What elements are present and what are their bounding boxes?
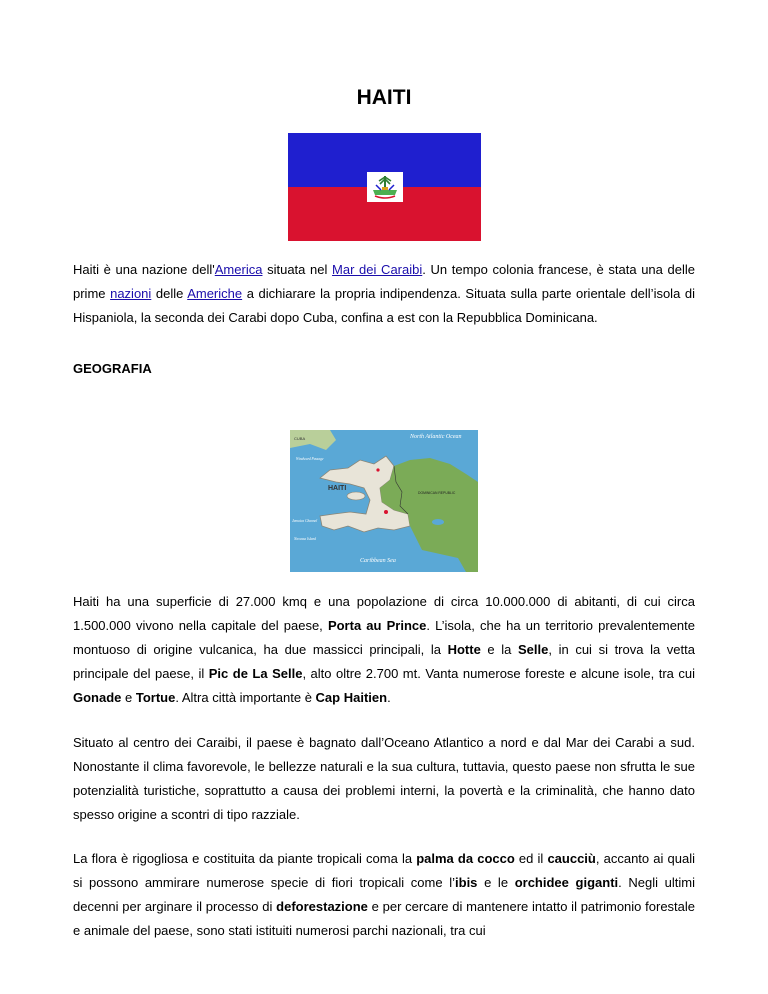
bold-term: Porta au Prince xyxy=(327,618,427,633)
haiti-map-image xyxy=(290,430,478,572)
body-text: e le xyxy=(477,875,515,890)
map-label-navassa: Navassa Island xyxy=(294,537,317,541)
intro-text: Haiti è una nazione dell' xyxy=(73,262,215,277)
body-text: ed il xyxy=(514,851,548,866)
bold-term: Gonade xyxy=(73,690,122,705)
bold-term: palma da cocco xyxy=(416,851,515,866)
body-text: . Negli ultimi decenni per arginare il processo di xyxy=(73,875,695,914)
link-nazioni[interactable]: nazioni xyxy=(110,286,152,301)
link-americhe[interactable]: Americhe xyxy=(187,286,243,301)
page-title: HAITI xyxy=(356,86,412,109)
body-text: , alto oltre 2.700 mt. Vanta numerose foreste e alcune isole, tra cui xyxy=(302,666,696,681)
body-text: La flora è rigogliosa e costituita da piante tropicali coma la xyxy=(73,851,417,866)
body-text: Haiti ha una superficie di 27.000 kmq e una popolazione di circa 10.000.000 di abitanti, di cui circa 1.500.000 vivono nella capitale del paese, xyxy=(73,594,695,633)
section-heading-geografia: GEOGRAFIA xyxy=(73,361,152,376)
body-text: . xyxy=(387,690,391,705)
intro-paragraph xyxy=(73,258,695,330)
link-america[interactable]: America xyxy=(214,262,263,277)
map-label-cuba: CUBA xyxy=(294,436,306,441)
link-mar-dei-caraibi[interactable]: Mar dei Caraibi xyxy=(332,262,423,277)
body-text: , in cui si trova la vetta principale del paese, il xyxy=(73,642,695,681)
geography-paragraph xyxy=(73,590,695,710)
intro-text: a dichiarare la propria indipendenza. Situata sulla parte orientale dell’isola di Hispaniola, la seconda dei Carabi dopo Cuba, confina a est con la Repubblica Dominicana. xyxy=(73,286,695,325)
map-label-sea: Caribbean Sea xyxy=(360,558,396,564)
bold-term: orchidee giganti xyxy=(514,875,619,890)
map-label-ocean: North Atlantic Ocean xyxy=(410,434,462,440)
bold-term: Pic de La Selle xyxy=(208,666,303,681)
map-label-windward: Windward Passage xyxy=(296,457,324,461)
flora-paragraph xyxy=(73,847,695,943)
coat-of-arms-icon xyxy=(367,172,403,202)
body-text: . L’isola, che ha un territorio prevalentemente montuoso di origine vulcanica, ha due massicci principali, la xyxy=(73,618,695,657)
body-text: , accanto ai quali si possono ammirare numerose specie di fiori tropicali come l’ xyxy=(73,851,695,890)
haiti-flag-image xyxy=(288,133,481,241)
map-label-dr: DOMINICAN REPUBLIC xyxy=(418,491,456,495)
body-text: . Altra città importante è xyxy=(175,690,316,705)
body-text: e la xyxy=(480,642,519,657)
bold-term: deforestazione xyxy=(276,899,368,914)
bold-term: Tortue xyxy=(135,690,176,705)
intro-text: . Un tempo colonia francese, è stata una delle prime xyxy=(73,262,695,301)
map-label-haiti: HAITI xyxy=(328,485,347,492)
body-text: e xyxy=(121,690,136,705)
intro-text: delle xyxy=(151,286,188,301)
map-label-jamaica: Jamaica Channel xyxy=(292,519,318,523)
body-text: e per cercare di mantenere intatto il patrimonio forestale e animale del paese, sono stati istituiti numerosi parchi nazionali, tra cui xyxy=(73,899,696,938)
bold-term: Cap Haitien xyxy=(315,690,388,705)
bold-term: ibis xyxy=(455,875,478,890)
intro-text: situata nel xyxy=(262,262,333,277)
bold-term: caucciù xyxy=(547,851,596,866)
bold-term: Hotte xyxy=(447,642,481,657)
climate-paragraph: Situato al centro dei Caraibi, il paese è bagnato dall’Oceano Atlantico a nord e dal Mar dei Carabi a sud. Nonostante il clima favorevole, le bellezze naturali e la sua cultura, tuttavia, questo paese non sfrutta le sue potenzialità turistiche, soprattutto a causa dei problemi interni, la povertà e la criminalità, che hanno dato spesso origine a scontri di tipo razziale. xyxy=(73,735,695,822)
bold-term: Selle xyxy=(518,642,549,657)
